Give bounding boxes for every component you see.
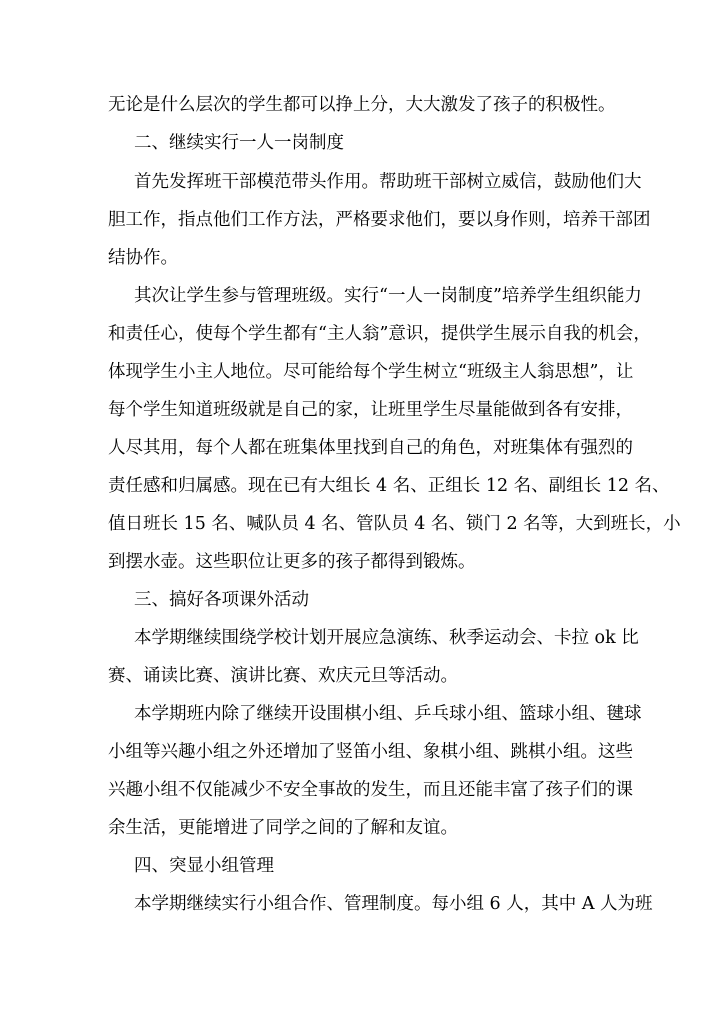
paragraph-line: 其次让学生参与管理班级。实行“一人一岗制度”培养学生组织能力 bbox=[134, 286, 642, 306]
paragraph-line: 胆工作，指点他们工作方法，严格要求他们，要以身作则，培养干部团 bbox=[108, 210, 651, 230]
section-heading: 二、继续实行一人一岗制度 bbox=[134, 133, 344, 153]
section-heading: 三、搞好各项课外活动 bbox=[134, 590, 309, 610]
paragraph-line: 到摆水壶。这些职位让更多的孩子都得到锻炼。 bbox=[108, 552, 476, 572]
paragraph-line: 本学期继续实行小组合作、管理制度。每小组 6 人，其中 A 人为班 bbox=[134, 894, 653, 914]
paragraph-line: 余生活，更能增进了同学之间的了解和友谊。 bbox=[108, 818, 458, 838]
paragraph-line: 本学期班内除了继续开设围棋小组、乒乓球小组、篮球小组、毽球 bbox=[134, 704, 642, 724]
paragraph-line: 值日班长 15 名、喊队员 4 名、管队员 4 名、锁门 2 名等，大到班长，小 bbox=[108, 514, 681, 534]
paragraph-line: 责任感和归属感。现在已有大组长 4 名、正组长 12 名、副组长 12 名、 bbox=[108, 476, 670, 496]
paragraph-line: 每个学生知道班级就是自己的家，让班里学生尽量能做到各有安排， bbox=[108, 400, 633, 420]
paragraph-line: 本学期继续围绕学校计划开展应急演练、秋季运动会、卡拉 ok 比 bbox=[134, 628, 639, 648]
paragraph-line: 结协作。 bbox=[108, 248, 178, 268]
paragraph-line: 小组等兴趣小组之外还增加了竖笛小组、象棋小组、跳棋小组。这些 bbox=[108, 742, 633, 762]
paragraph-line: 人尽其用，每个人都在班集体里找到自己的角色，对班集体有强烈的 bbox=[108, 438, 633, 458]
text-line: 无论是什么层次的学生都可以挣上分，大大激发了孩子的积极性。 bbox=[108, 95, 616, 115]
paragraph-line: 和责任心，使每个学生都有“主人翁”意识，提供学生展示自我的机会， bbox=[108, 324, 651, 344]
paragraph-line: 赛、诵读比赛、演讲比赛、欢庆元旦等活动。 bbox=[108, 666, 458, 686]
paragraph-line: 首先发挥班干部模范带头作用。帮助班干部树立威信，鼓励他们大 bbox=[134, 172, 642, 192]
paragraph-line: 兴趣小组不仅能减少不安全事故的发生，而且还能丰富了孩子们的课 bbox=[108, 780, 633, 800]
section-heading: 四、突显小组管理 bbox=[134, 856, 274, 876]
paragraph-line: 体现学生小主人地位。尽可能给每个学生树立“班级主人翁思想”，让 bbox=[108, 362, 634, 382]
